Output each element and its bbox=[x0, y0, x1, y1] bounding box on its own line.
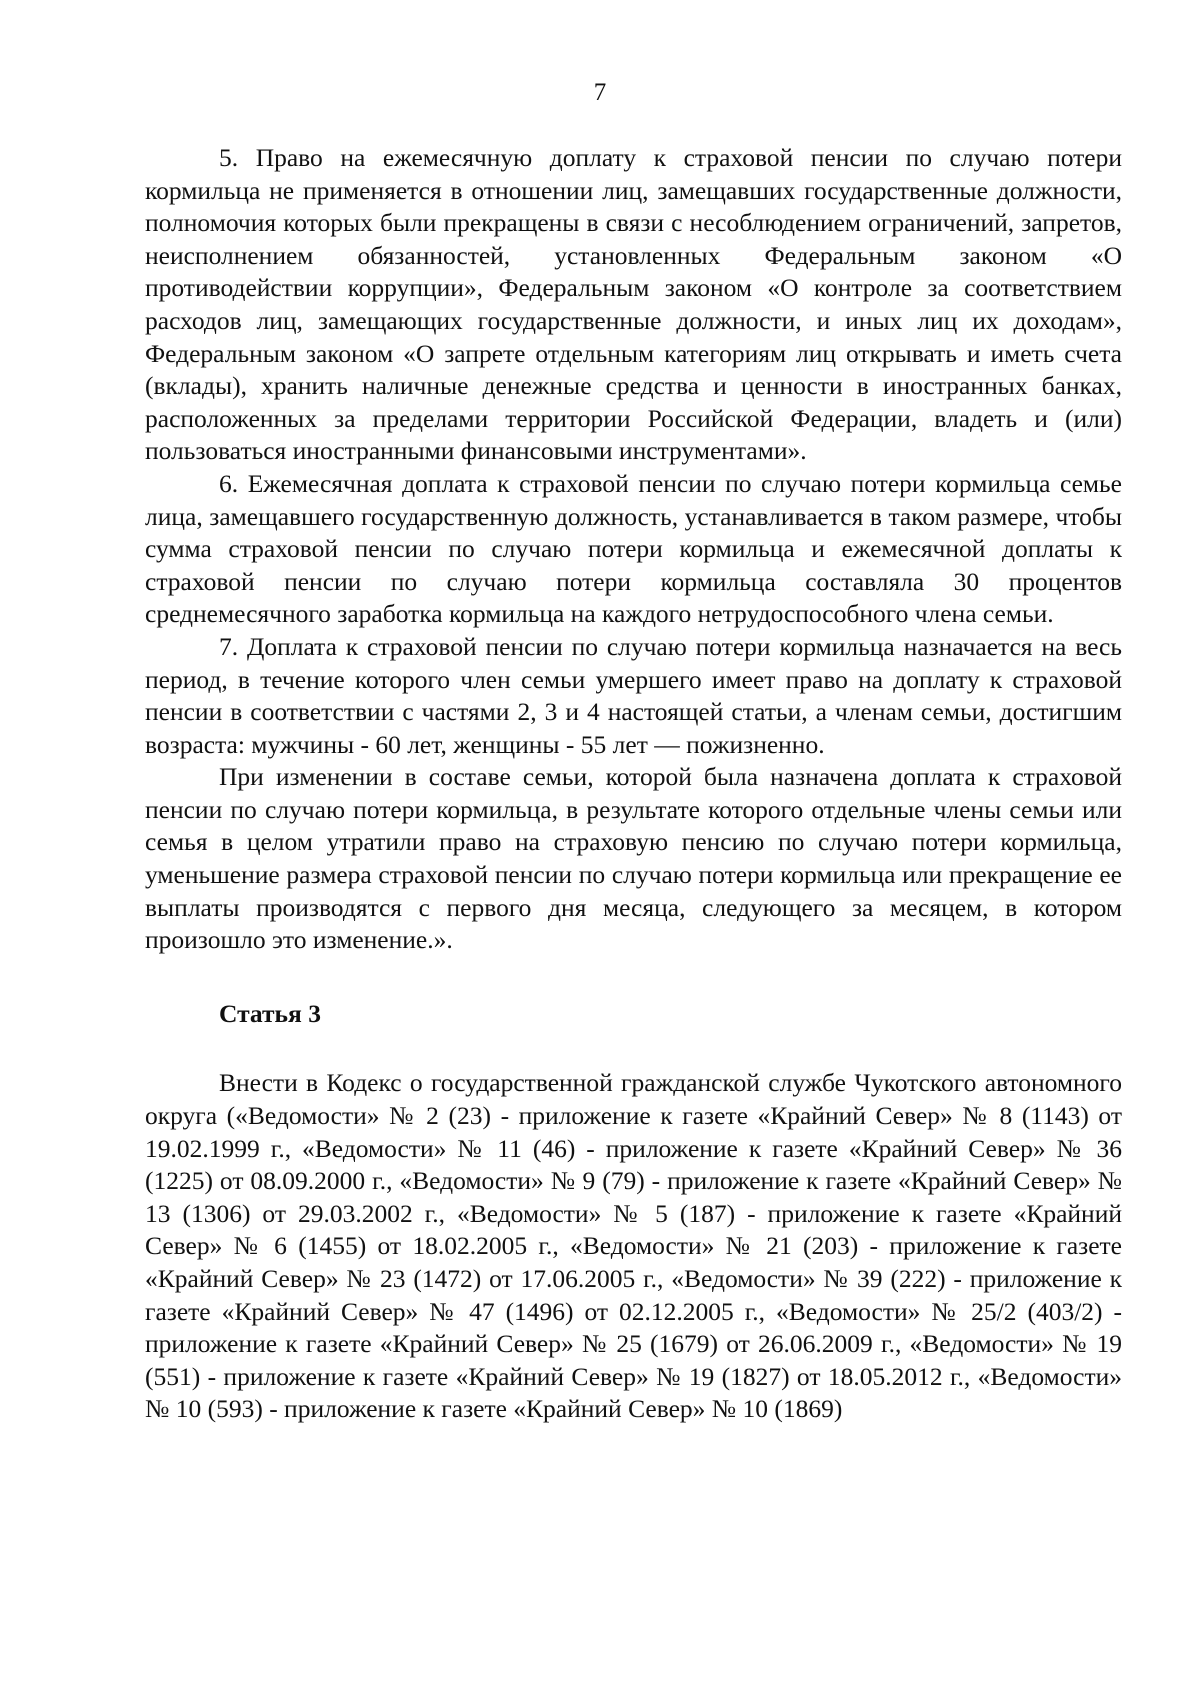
article-3-paragraph: Внести в Кодекс о государственной гражданской службе Чукотского автономного округа («Ведомости» № 2 (23) - приложение к газете «Крайний Север» № 8 (1143) от 19.02.1999 г., «Ведомости» № 11 (46) - приложение к газете «Крайний Север» № 36 (1225) от 08.09.2000 г., «Ведомости» № 9 (79) - приложение к газете «Крайний Север» № 13 (1306) от 29.03.2002 г., «Ведомости» № 5 (187) - приложение к газете «Крайний Север» № 6 (1455) от 18.02.2005 г., «Ведомости» № 21 (203) - приложение к газете «Крайний Север» № 23 (1472) от 17.06.2005 г., «Ведомости» № 39 (222) - приложение к газете «Крайний Север» № 47 (1496) от 02.12.2005 г., «Ведомости» № 25/2 (403/2) - приложение к газете «Крайний Север» № 25 (1679) от 26.06.2009 г., «Ведомости» № 19 (551) - приложение к газете «Крайний Север» № 19 (1827) от 18.05.2012 г., «Ведомости» № 10 (593) - приложение к газете «Крайний Север» № 10 (1869) bbox=[145, 1068, 1122, 1424]
document-body bbox=[145, 142, 1122, 1426]
page-number: 7 bbox=[593, 79, 607, 106]
paragraph-7: 7. Доплата к страховой пенсии по случаю потери кормильца назначается на весь период, в течение которого член семьи умершего имеет право на доплату к страховой пенсии в соответствии с частями 2, 3 и 4 настоящей статьи, а членам семьи, достигшим возраста: мужчины - 60 лет, женщины - 55 лет — пожизненно. bbox=[145, 631, 1122, 759]
paragraph-6: 6. Ежемесячная доплата к страховой пенсии по случаю потери кормильца семье лица, замещавшего государственную должность, устанавливается в таком размере, чтобы сумма страховой пенсии по случаю потери кормильца и ежемесячной доплаты к страховой пенсии по случаю потери кормильца составляла 30 процентов среднемесячного заработка кормильца на каждого нетрудоспособного члена семьи. bbox=[145, 468, 1122, 629]
paragraph-5: 5. Право на ежемесячную доплату к страховой пенсии по случаю потери кормильца не применяется в отношении лиц, замещавших государственные должности, полномочия которых были прекращены в связи с несоблюдением ограничений, запретов, неисполнением обязанностей, установленных Федеральным законом «О противодействии коррупции», Федеральным законом «О контроле за соответствием расходов лиц, замещающих государственные должности, и иных лиц их доходам», Федеральным законом «О запрете отдельным категориям лиц открывать и иметь счета (вклады), хранить наличные денежные средства и ценности в иностранных банках, расположенных за пределами территории Российской Федерации, владеть и (или) пользоваться иностранными финансовыми инструментами». bbox=[145, 143, 1122, 466]
paragraph-7-continuation: При изменении в составе семьи, которой была назначена доплата к страховой пенсии по случаю потери кормильца, в результате которого отдельные члены семьи или семья в целом утратили право на страховую пенсию по случаю потери кормильца, уменьшение размера страховой пенсии по случаю потери кормильца или прекращение ее выплаты производятся с первого дня месяца, следующего за месяцем, в котором произошло это изменение.». bbox=[145, 762, 1122, 955]
article-heading: Статья 3 bbox=[219, 998, 321, 1028]
